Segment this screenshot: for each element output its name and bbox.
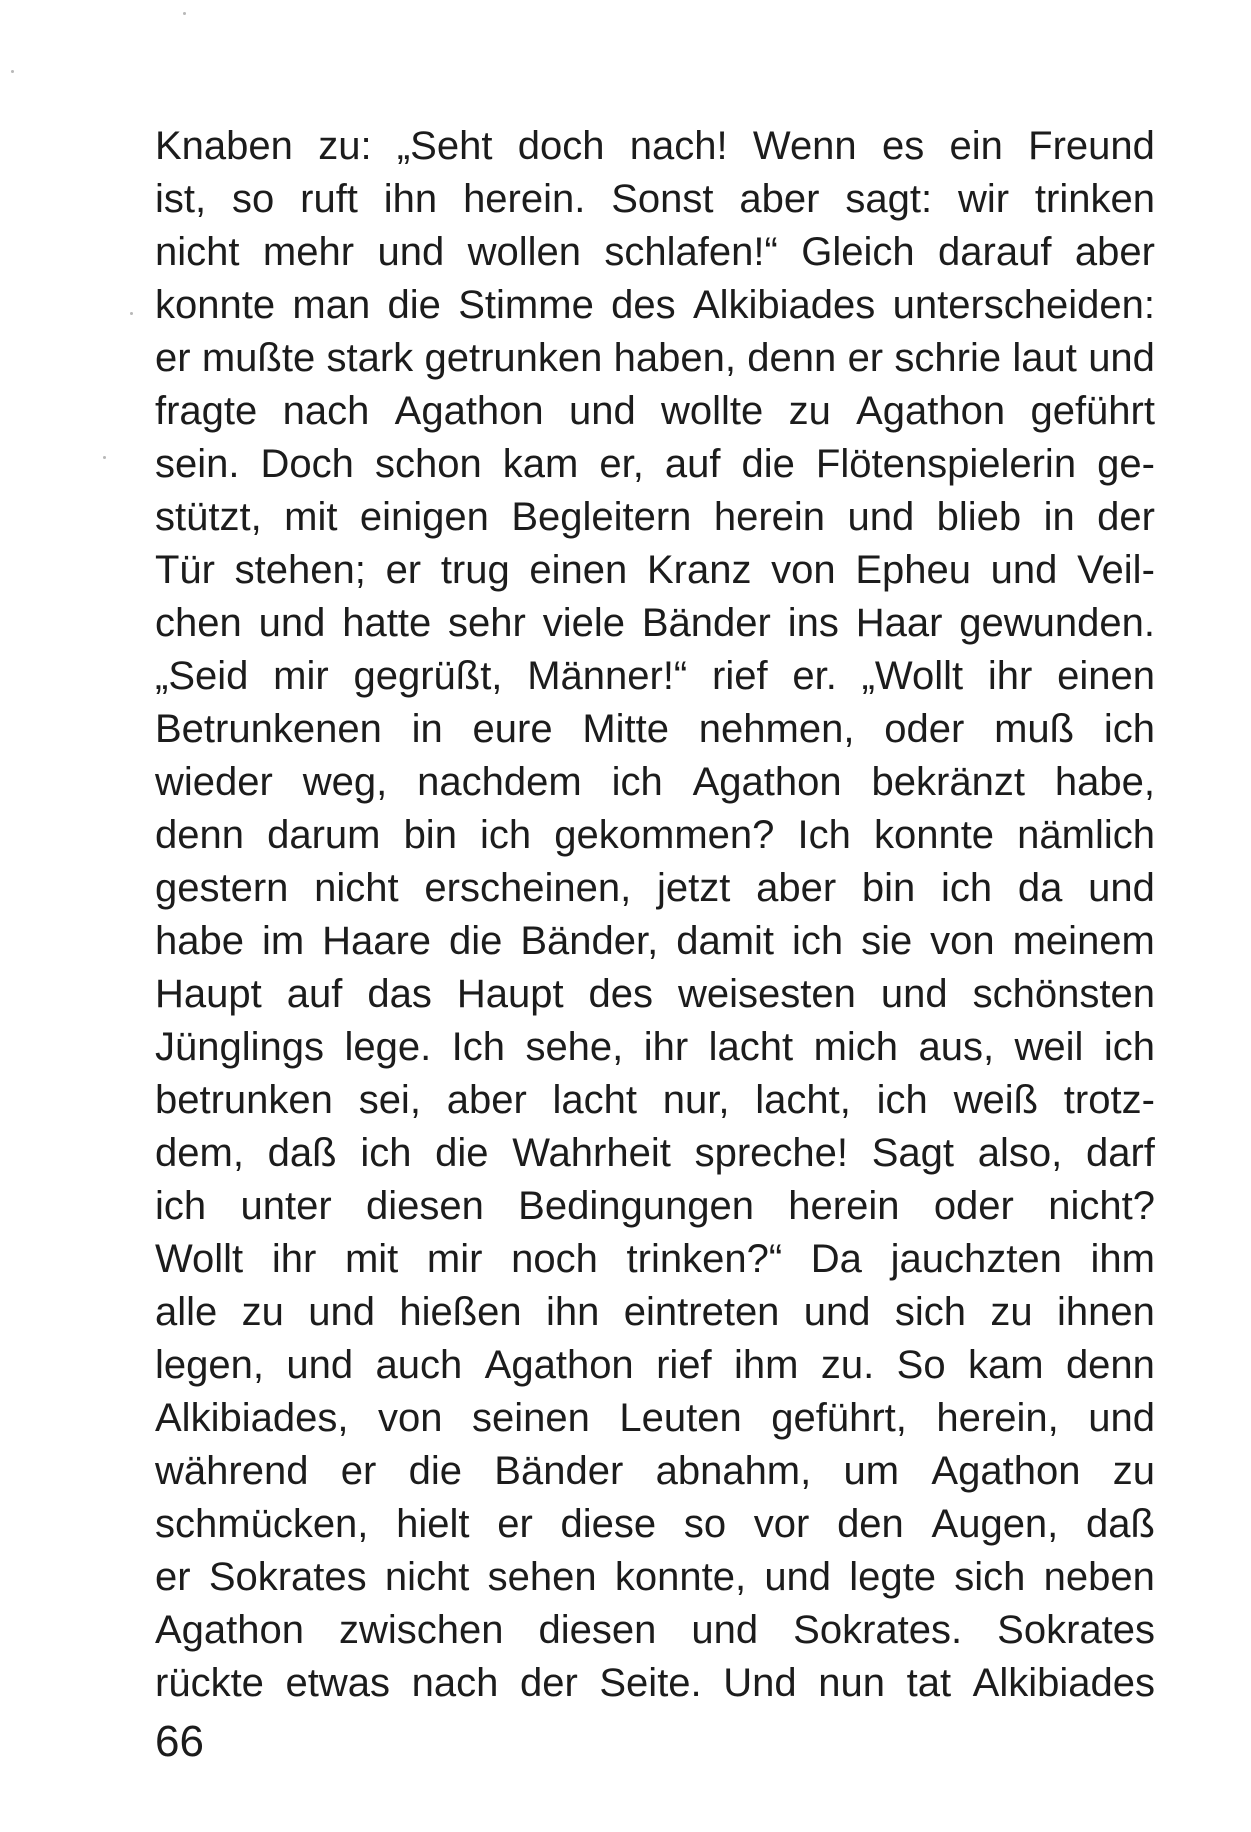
word: seinen	[471, 1396, 590, 1440]
word: Veil-	[1077, 548, 1155, 592]
word: erscheinen,	[424, 866, 632, 910]
word: ich	[1103, 707, 1155, 751]
text-line	[155, 1445, 1155, 1498]
word: blieb	[936, 495, 1022, 539]
word: viele	[542, 601, 625, 645]
word: ihm	[734, 1343, 799, 1387]
word: Agathon	[692, 760, 842, 804]
word: Haupt	[155, 972, 262, 1016]
word: stark	[326, 336, 414, 380]
word: gestern	[155, 866, 289, 910]
word: lacht	[708, 1025, 794, 1069]
text-line	[155, 279, 1155, 332]
word: weiß	[953, 1078, 1039, 1122]
word: lacht	[552, 1078, 638, 1122]
word: legen,	[155, 1343, 264, 1387]
word: so	[232, 177, 275, 221]
word: kam	[502, 442, 579, 486]
word: so	[683, 1502, 727, 1546]
word: er	[847, 336, 884, 380]
word: geführt,	[771, 1396, 907, 1440]
word: rief	[656, 1343, 712, 1387]
word: einigen	[359, 495, 489, 539]
word: des	[611, 283, 676, 327]
word: die	[741, 442, 795, 486]
word: sei,	[358, 1078, 421, 1122]
word: trug	[440, 548, 510, 592]
word: kam	[967, 1343, 1044, 1387]
word: daß	[267, 1131, 337, 1175]
word: tat	[906, 1661, 952, 1705]
word: weil	[1014, 1025, 1084, 1069]
word: sehen	[487, 1555, 597, 1599]
word: Sonst	[611, 177, 714, 221]
word: einen	[1057, 654, 1155, 698]
word: bekränzt	[871, 760, 1025, 804]
word: herein	[713, 495, 826, 539]
text-line	[155, 915, 1155, 968]
text-line	[155, 1551, 1155, 1604]
word: ich	[480, 813, 532, 857]
word: ihr	[271, 1237, 317, 1281]
word: vor	[753, 1502, 810, 1546]
word: von	[930, 919, 995, 963]
word: und	[764, 1555, 832, 1599]
word: „Seht	[396, 124, 493, 168]
word: rückte	[155, 1661, 264, 1705]
word: ihnen	[1057, 1290, 1155, 1334]
word: herein	[788, 1184, 900, 1228]
text-line	[155, 544, 1155, 597]
word: Jünglings	[155, 1025, 325, 1069]
word: den	[837, 1502, 904, 1546]
word: Sagt	[871, 1131, 955, 1175]
word: wir	[957, 177, 1010, 221]
word: er	[155, 336, 191, 380]
word: um	[843, 1449, 900, 1493]
word: gekommen?	[554, 813, 775, 857]
text-line	[155, 862, 1155, 915]
word: unter	[240, 1184, 332, 1228]
word: mit	[284, 495, 338, 539]
word: Freund	[1028, 124, 1155, 168]
word: ihn	[383, 177, 438, 221]
word: zu	[990, 1290, 1033, 1334]
word: wollte	[661, 389, 764, 433]
text-line	[155, 809, 1155, 862]
word: herein,	[936, 1396, 1059, 1440]
word: Bänder	[641, 601, 771, 645]
word: Wenn	[752, 124, 857, 168]
word: oder	[884, 707, 965, 751]
word: die	[435, 1131, 489, 1175]
word: der	[1097, 495, 1155, 539]
word: und	[308, 1290, 375, 1334]
word: auf	[286, 972, 343, 1016]
word: lacht,	[755, 1078, 851, 1122]
word: habe	[155, 919, 244, 963]
word: des	[588, 972, 654, 1016]
word: stehen;	[234, 548, 366, 592]
word: schmücken,	[155, 1502, 369, 1546]
word: aber	[756, 866, 837, 910]
word: legte	[849, 1555, 937, 1599]
text-line	[155, 1180, 1155, 1233]
word: er	[385, 548, 422, 592]
text-line	[155, 1127, 1155, 1180]
word: er,	[599, 442, 644, 486]
word: nachdem	[417, 760, 582, 804]
word: trinken?“	[626, 1237, 783, 1281]
word: auf	[664, 442, 721, 486]
word: in	[411, 707, 443, 751]
word: Tür	[155, 548, 215, 592]
word: Augen,	[931, 1502, 1059, 1546]
word: also,	[977, 1131, 1063, 1175]
word: lege.	[344, 1025, 432, 1069]
word: Haupt	[456, 972, 564, 1016]
word: Betrunkenen	[155, 707, 382, 751]
word: die	[387, 283, 441, 327]
word: Alkibiades,	[155, 1396, 349, 1440]
word: geführt	[1030, 389, 1155, 433]
word: Da	[810, 1237, 862, 1281]
word: gegrüßt,	[353, 654, 503, 698]
word: und	[377, 230, 445, 274]
text-line	[155, 226, 1155, 279]
text-line	[155, 1604, 1155, 1657]
word: schönsten	[972, 972, 1155, 1016]
word: Wahrheit	[512, 1131, 671, 1175]
word: muß	[994, 707, 1075, 751]
word: mit	[344, 1237, 399, 1281]
word: abnahm,	[655, 1449, 812, 1493]
word: eintreten	[623, 1290, 780, 1334]
word: stützt,	[155, 495, 262, 539]
word: ein	[949, 124, 1003, 168]
word: So	[896, 1343, 946, 1387]
word: ihr	[987, 654, 1033, 698]
word: Agathon	[394, 389, 544, 433]
word: Männer!“	[527, 654, 688, 698]
word: Und	[723, 1661, 797, 1705]
word: nämlich	[1017, 813, 1155, 857]
word: von	[377, 1396, 443, 1440]
word: Agathon	[484, 1343, 634, 1387]
word: er	[497, 1502, 533, 1546]
text-line	[155, 491, 1155, 544]
word: Knaben	[155, 124, 293, 168]
word: Alkibiades	[972, 1661, 1155, 1705]
word: chen	[155, 601, 242, 645]
word: mir	[426, 1237, 483, 1281]
word: ihm	[1090, 1237, 1155, 1281]
word: und	[1088, 866, 1155, 910]
word: dem,	[155, 1131, 244, 1175]
word: Ich	[451, 1025, 505, 1069]
word: schrie	[894, 336, 1002, 380]
text-line	[155, 1498, 1155, 1551]
word: mehr	[262, 230, 355, 274]
word: Leuten	[619, 1396, 742, 1440]
word: alle	[155, 1290, 218, 1334]
text-line	[155, 1286, 1155, 1339]
word: ihr	[643, 1025, 689, 1069]
word: denn	[1065, 1343, 1155, 1387]
word: sich	[954, 1555, 1026, 1599]
word: wieder	[155, 760, 273, 804]
text-line	[155, 703, 1155, 756]
text-line	[155, 597, 1155, 650]
word: ge-	[1097, 442, 1155, 486]
word: rief	[712, 654, 768, 698]
word: Haar	[855, 601, 943, 645]
word: schon	[374, 442, 482, 486]
word: zwischen	[339, 1608, 504, 1652]
word: ist,	[155, 177, 207, 221]
word: sehe,	[525, 1025, 624, 1069]
word: diesen	[538, 1608, 657, 1652]
word: darf	[1085, 1131, 1155, 1175]
word: sich	[894, 1290, 967, 1334]
word: ihn	[546, 1290, 600, 1334]
text-line	[155, 1233, 1155, 1286]
word: zu.	[820, 1343, 875, 1387]
word: denn	[747, 336, 837, 380]
word: Alkibiades	[692, 283, 876, 327]
word: Bänder,	[520, 919, 659, 963]
word: Flötenspielerin	[815, 442, 1077, 486]
word: nach	[411, 1661, 499, 1705]
word: mich	[813, 1025, 899, 1069]
page-number: 66	[155, 1717, 204, 1766]
word: ich	[791, 919, 844, 963]
word: er.	[792, 654, 837, 698]
text-line	[155, 385, 1155, 438]
word: ruft	[300, 177, 358, 221]
word: ich	[1103, 1025, 1155, 1069]
word: sehr	[448, 601, 526, 645]
word: man	[292, 283, 371, 327]
word: er	[155, 1555, 191, 1599]
word: etwas	[285, 1661, 391, 1705]
word: sagt:	[845, 177, 933, 221]
text-line	[155, 1392, 1155, 1445]
word: und	[990, 548, 1058, 592]
word: hatte	[342, 601, 432, 645]
word: konnte	[155, 283, 276, 327]
text-line	[155, 1021, 1155, 1074]
word: nicht	[155, 230, 240, 274]
word: mir	[273, 654, 329, 698]
word: Begleitern	[511, 495, 692, 539]
word: habe,	[1054, 760, 1155, 804]
word: denn	[155, 813, 244, 857]
word: jauchzten	[890, 1237, 1062, 1281]
word: „Wollt	[861, 654, 964, 698]
word: von	[771, 548, 836, 592]
text-line	[155, 173, 1155, 226]
word: Agathon	[931, 1449, 1081, 1493]
word: Haare	[322, 919, 432, 963]
word: auch	[375, 1343, 463, 1387]
word: fragte	[155, 389, 258, 433]
word: im	[261, 919, 305, 963]
word: Seite.	[599, 1661, 702, 1705]
word: Epheu	[855, 548, 971, 592]
word: nehmen,	[698, 707, 855, 751]
word: ich	[941, 866, 993, 910]
word: Sokrates	[997, 1608, 1155, 1652]
word: ich	[876, 1078, 928, 1122]
text-line	[155, 1074, 1155, 1127]
word: das	[367, 972, 432, 1016]
text-line	[155, 968, 1155, 1021]
word: und	[803, 1290, 871, 1334]
word: und	[568, 389, 636, 433]
word: neben	[1043, 1555, 1155, 1599]
word: weg,	[302, 760, 388, 804]
word: Sokrates.	[793, 1608, 963, 1652]
word: nun	[818, 1661, 885, 1705]
word: ich	[155, 1184, 207, 1228]
word: nach	[282, 389, 370, 433]
word: oder	[933, 1184, 1014, 1228]
word: sie	[861, 919, 913, 963]
word: doch	[517, 124, 605, 168]
word: „Seid	[155, 654, 249, 698]
word: trinken	[1034, 177, 1155, 221]
word: spreche!	[694, 1131, 848, 1175]
word: Kranz	[646, 548, 752, 592]
word: ich	[611, 760, 663, 804]
word: Agathon	[155, 1608, 305, 1652]
word: nicht	[314, 866, 399, 910]
word: Stimme	[458, 283, 594, 327]
word: weisesten	[678, 972, 856, 1016]
word: und	[1088, 1396, 1155, 1440]
word: zu	[1112, 1449, 1155, 1493]
word: eure	[472, 707, 553, 751]
word: unterscheiden:	[892, 283, 1155, 327]
word: und	[286, 1343, 354, 1387]
word: Mitte	[582, 707, 670, 751]
word: laut	[1012, 336, 1077, 380]
text-line	[155, 1657, 1155, 1710]
word: konnte,	[614, 1555, 747, 1599]
text-line	[155, 332, 1155, 385]
text-line	[155, 438, 1155, 491]
word: in	[1043, 495, 1075, 539]
word: zu	[788, 389, 831, 433]
word: hießen	[399, 1290, 522, 1334]
word: darauf	[938, 230, 1052, 274]
word: sein.	[155, 442, 240, 486]
word: hielt	[396, 1502, 470, 1546]
word: zu:	[318, 124, 372, 168]
word: aber	[446, 1078, 527, 1122]
word: Ich	[797, 813, 851, 857]
word: Sokrates	[208, 1555, 367, 1599]
text-line	[155, 650, 1155, 703]
word: und	[1088, 336, 1155, 380]
word: es	[881, 124, 925, 168]
word: nicht?	[1048, 1184, 1155, 1228]
word: und	[880, 972, 948, 1016]
word: bin	[403, 813, 457, 857]
word: aus,	[918, 1025, 995, 1069]
word: da	[1017, 866, 1063, 910]
word: diese	[560, 1502, 657, 1546]
word: wollen	[467, 230, 582, 274]
word: Agathon	[856, 389, 1006, 433]
text-line	[155, 1339, 1155, 1392]
word: mußte	[201, 336, 316, 380]
word: schlafen!“	[604, 230, 778, 274]
word: meinem	[1012, 919, 1155, 963]
word: Doch	[260, 442, 354, 486]
word: trotz-	[1063, 1078, 1155, 1122]
body-text	[155, 120, 1155, 1710]
word: gewunden.	[959, 601, 1155, 645]
word: Wollt	[155, 1237, 244, 1281]
word: aber	[739, 177, 820, 221]
word: die	[449, 919, 503, 963]
word: er	[340, 1449, 377, 1493]
word: herein.	[463, 177, 586, 221]
word: noch	[511, 1237, 598, 1281]
word: und	[847, 495, 915, 539]
word: daß	[1086, 1502, 1155, 1546]
word: jetzt	[656, 866, 731, 910]
word: zu	[241, 1290, 284, 1334]
word: nach!	[629, 124, 728, 168]
word: aber	[1074, 230, 1155, 274]
text-line	[155, 756, 1155, 809]
word: betrunken	[155, 1078, 333, 1122]
word: nicht	[384, 1555, 470, 1599]
word: diesen	[365, 1184, 484, 1228]
word: getrunken	[424, 336, 603, 380]
word: bin	[861, 866, 916, 910]
word: ins	[787, 601, 839, 645]
word: während	[155, 1449, 309, 1493]
word: und	[258, 601, 326, 645]
word: Bedingungen	[518, 1184, 754, 1228]
word: Bänder	[494, 1449, 624, 1493]
word: Gleich	[801, 230, 915, 274]
word: darum	[267, 813, 381, 857]
word: haben,	[613, 336, 737, 380]
word: und	[691, 1608, 759, 1652]
word: der	[519, 1661, 578, 1705]
word: konnte	[873, 813, 995, 857]
word: die	[408, 1449, 462, 1493]
word: nur,	[662, 1078, 730, 1122]
word: ich	[360, 1131, 412, 1175]
text-line	[155, 120, 1155, 173]
word: einen	[529, 548, 628, 592]
word: damit	[676, 919, 775, 963]
